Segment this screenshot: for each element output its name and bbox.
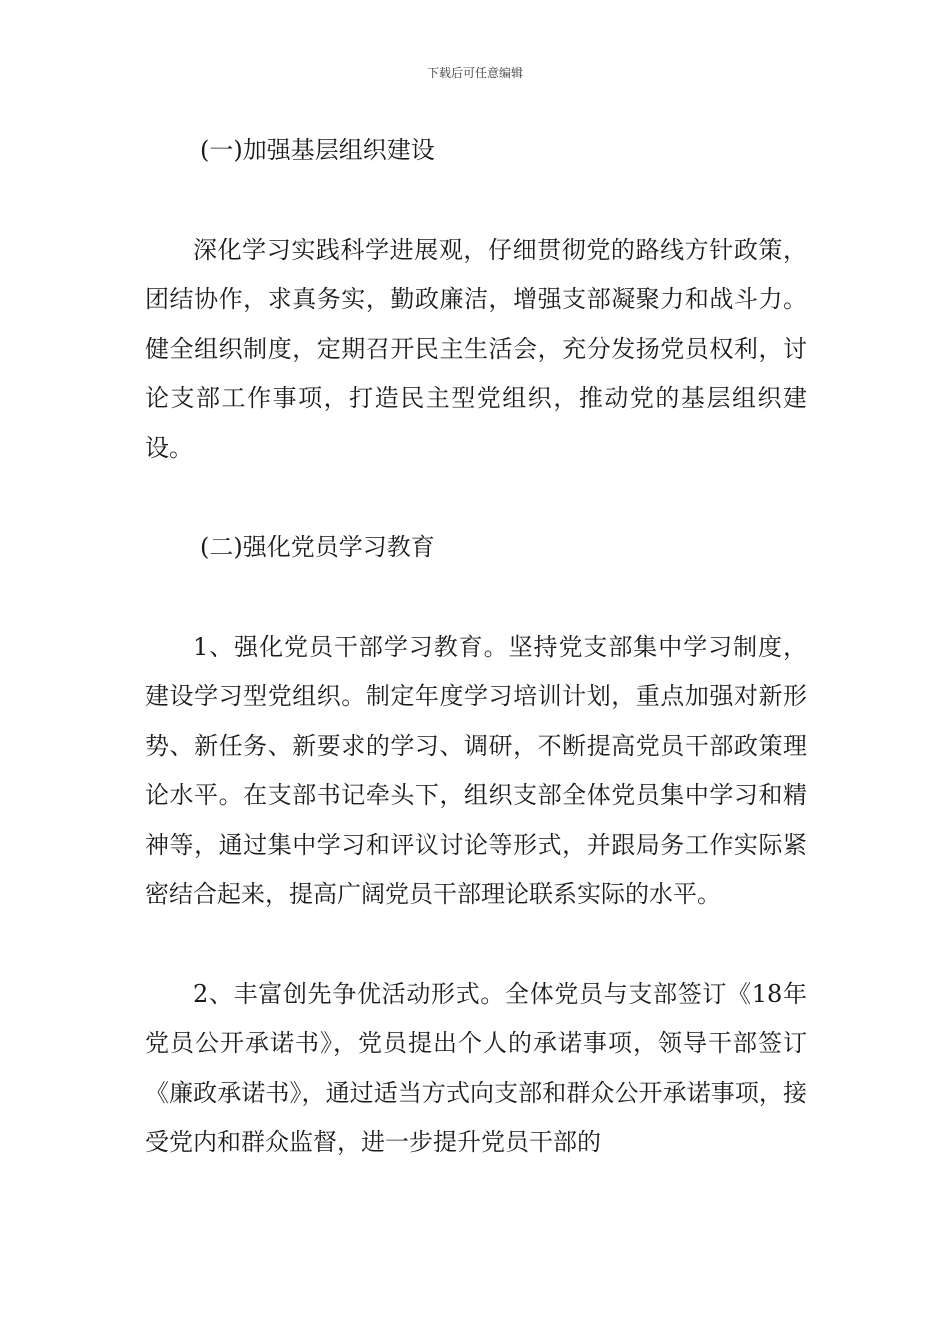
page-header: 下载后可任意编辑 (426, 66, 523, 80)
paragraph-1: 深化学习实践科学进展观，仔细贯彻党的路线方针政策，团结协作，求真务实，勤政廉洁，增强支部凝聚力和战斗力。健全组织制度，定期召开民主生活会，充分发扬党员权利，讨论支部工作事项，打造民主型党组织，推动党的基层组织建设。 (145, 235, 807, 462)
section-heading-1: (一)加强基层组织建设 (200, 136, 435, 164)
section-heading-2: (二)强化党员学习教育 (200, 533, 435, 561)
document-body (145, 126, 807, 1168)
paragraph-3: 2、丰富创先争优活动形式。全体党员与支部签订《18年党员公开承诺书》，党员提出个人的承诺事项，领导干部签订《廉政承诺书》，通过适当方式向支部和群众公开承诺事项，接受党内和群众监督，进一步提升党员干部的 (145, 979, 807, 1156)
paragraph-2: 1、强化党员干部学习教育。坚持党支部集中学习制度，建设学习型党组织。制定年度学习培训计划，重点加强对新形势、新任务、新要求的学习、调研，不断提高党员干部政策理论水平。在支部书记牵头下，组织支部全体党员集中学习和精神等，通过集中学习和评议讨论等形式，并跟局务工作实际紧密结合起来，提高广阔党员干部理论联系实际的水平。 (145, 632, 807, 908)
